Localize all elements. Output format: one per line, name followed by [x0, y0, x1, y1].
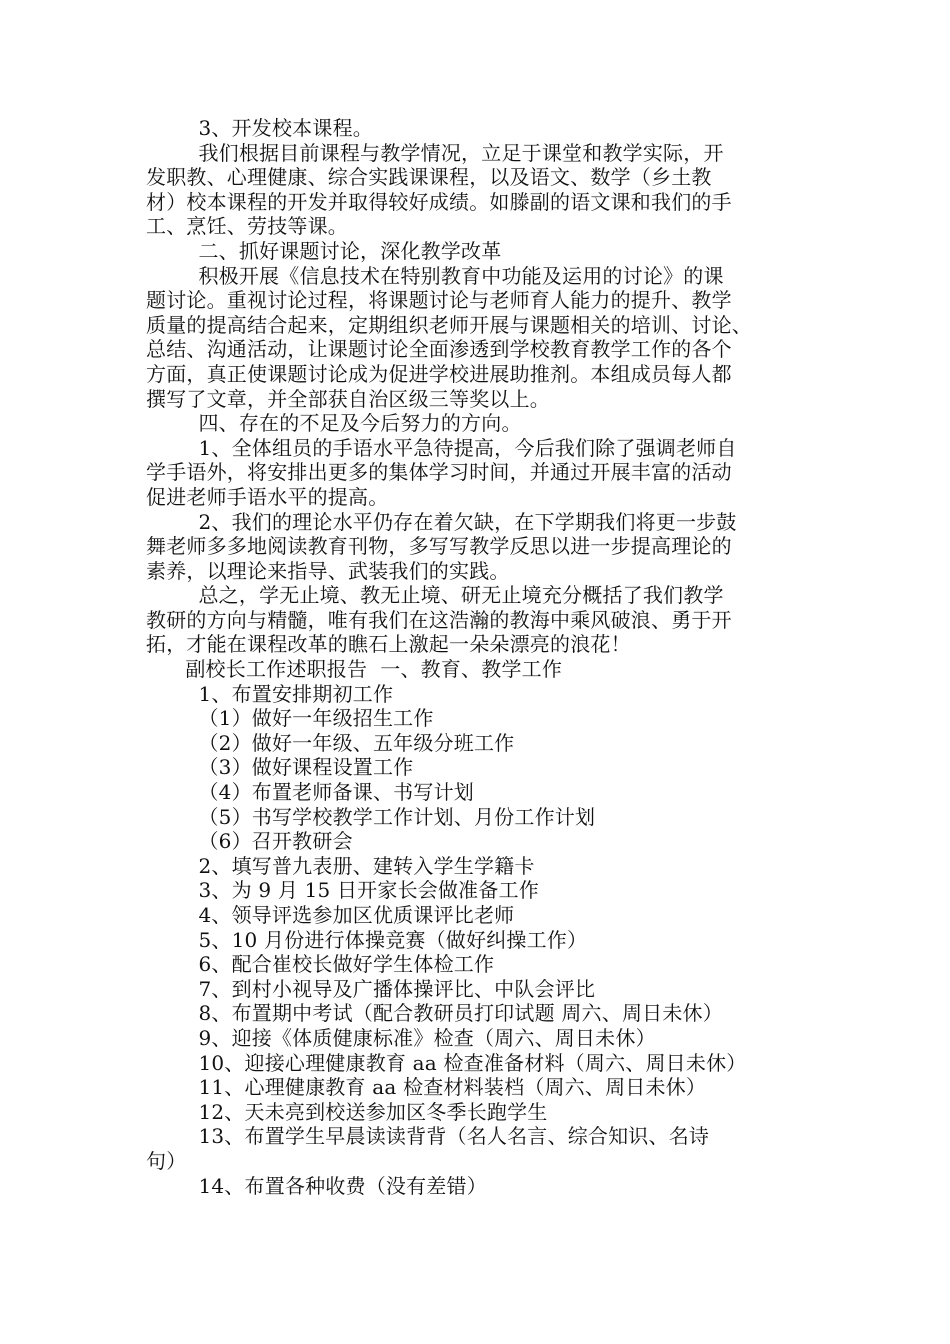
text-line: 积极开展《信息技术在特别教育中功能及运用的讨论》的课: [146, 263, 724, 288]
list-item: （6）召开教研会: [146, 829, 353, 854]
list-item: 8、布置期中考试（配合教研员打印试题 周六、周日未休）: [146, 1001, 723, 1026]
text-line: 3、开发校本课程。: [146, 116, 373, 140]
text-line: 我们根据目前课程与教学情况，立足于课堂和教学实际，开: [146, 140, 724, 165]
list-item: 11、心理健康教育 aa 检查材料装档（周六、周日未休）: [146, 1075, 707, 1100]
text-line: 质量的提高结合起来，定期组织老师开展与课题相关的培训、讨论、: [146, 312, 752, 337]
text-line: 发职教、心理健康、综合实践课课程，以及语文、数学（乡土教: [146, 165, 712, 190]
document-body: [146, 116, 814, 1198]
list-item: 4、领导评选参加区优质课评比老师: [146, 903, 515, 927]
text-line: 学手语外，将安排出更多的集体学习时间，并通过开展丰富的活动: [146, 460, 732, 485]
list-item: 14、布置各种收费（没有差错）: [146, 1173, 487, 1198]
text-line: 材）校本课程的开发并取得较好成绩。如滕副的语文课和我们的手: [146, 189, 732, 214]
text-line: 教研的方向与精髓，唯有我们在这浩瀚的教海中乘风破浪、勇于开: [146, 607, 732, 632]
text-line: 舞老师多多地阅读教育刊物，多写写教学反思以进一步提高理论的: [146, 534, 732, 559]
text-line: 2、我们的理论水平仍存在着欠缺，在下学期我们将更一步鼓: [146, 509, 737, 534]
list-item: 3、为 9 月 15 日开家长会做准备工作: [146, 878, 539, 903]
report-title: 副校长工作述职报告 一、教育、教学工作: [146, 657, 563, 682]
list-item: 9、迎接《体质健康标准》检查（周六、周日未休）: [146, 1025, 656, 1050]
list-item: （2）做好一年级、五年级分班工作: [146, 730, 515, 755]
section-heading: 四、存在的不足及今后努力的方向。: [146, 411, 522, 436]
list-item: 5、10 月份进行体操竞赛（做好纠操工作）: [146, 927, 588, 952]
list-item: 7、到村小视导及广播体操评比、中队会评比: [146, 976, 596, 1001]
text-line: 撰写了文章，并全部获自治区级三等奖以上。: [146, 386, 550, 411]
text-line: 总结、沟通活动，让课题讨论全面渗透到学校教育教学工作的各个: [146, 337, 732, 362]
list-item: （4）布置老师备课、书写计划: [146, 780, 474, 805]
list-item: （3）做好课程设置工作: [146, 755, 414, 780]
list-item: （1）做好一年级招生工作: [146, 706, 434, 731]
list-item: （5）书写学校教学工作计划、月份工作计划: [146, 804, 596, 829]
list-item: 1、布置安排期初工作: [146, 681, 394, 706]
list-item: 句）: [146, 1148, 187, 1173]
text-line: 工、烹饪、劳技等课。: [146, 214, 348, 239]
list-item: 6、配合崔校长做好学生体检工作: [146, 952, 495, 977]
list-item: 2、填写普九表册、建转入学生学籍卡: [146, 853, 535, 878]
list-item: 13、布置学生早晨读读背背（名人名言、综合知识、名诗: [146, 1124, 710, 1149]
text-line: 素养，以理论来指导、武装我们的实践。: [146, 558, 510, 583]
list-item: 10、迎接心理健康教育 aa 检查准备材料（周六、周日未休）: [146, 1050, 747, 1075]
text-line: 1、全体组员的手语水平急待提高，今后我们除了强调老师自: [146, 435, 737, 460]
text-line: 题讨论。重视讨论过程，将课题讨论与老师育人能力的提升、教学: [146, 288, 732, 313]
list-item: 12、天未亮到校送参加区冬季长跑学生: [146, 1099, 548, 1124]
text-line: 拓，才能在课程改革的瞧石上激起一朵朵漂亮的浪花！: [146, 632, 631, 657]
section-heading: 二、抓好课题讨论，深化教学改革: [146, 238, 502, 263]
text-line: 总之，学无止境、教无止境、研无止境充分概括了我们教学: [146, 583, 724, 608]
text-line: 促进老师手语水平的提高。: [146, 484, 389, 509]
text-line: 方面，真正使课题讨论成为促进学校进展助推剂。本组成员每人都: [146, 361, 732, 386]
